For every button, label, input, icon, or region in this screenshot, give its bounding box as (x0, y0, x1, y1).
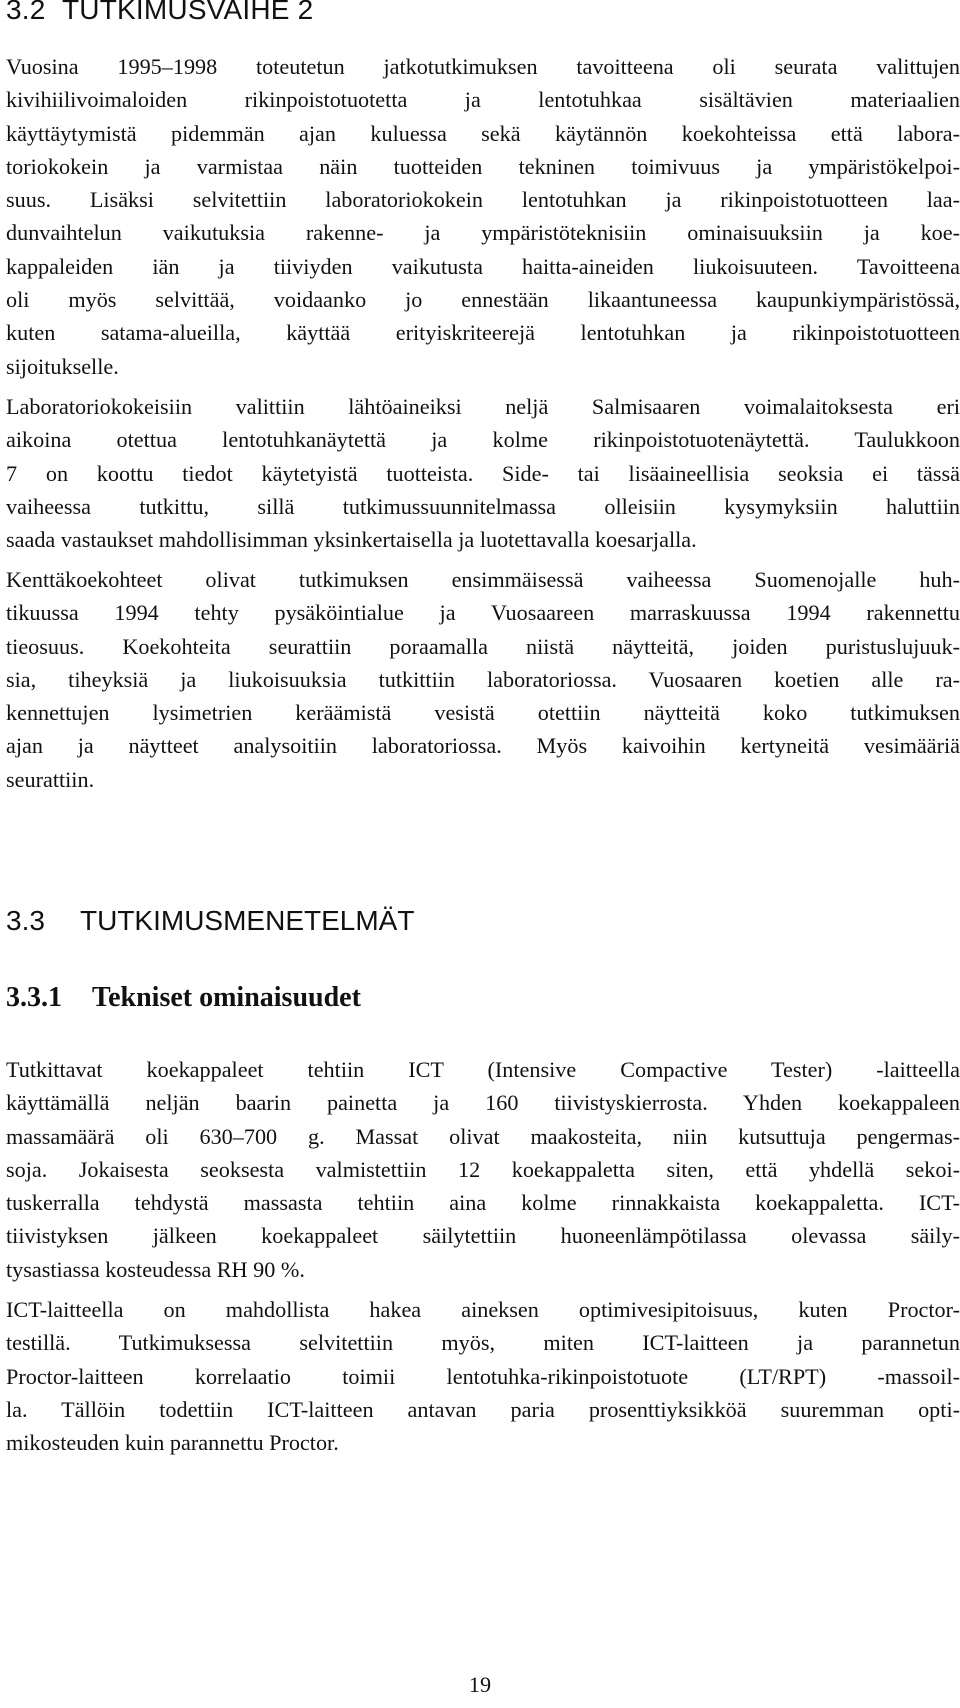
section-heading-3-2 (6, 0, 313, 26)
text-line: Laboratoriokokeisiin valittiin lähtöaineiksi neljä Salmisaaren voimalaitoksesta eri (6, 394, 960, 419)
text-line: suus. Lisäksi selvitettiin laboratoriokokein lentotuhkan ja rikinpoistotuotteen laa- (6, 187, 960, 213)
text-line: aikoina otettua lentotuhkanäytettä ja kolme rikinpoistotuotenäytettä. Taulukkoon (6, 427, 960, 453)
text-line: 7 on koottu tiedot käytetyistä tuotteista. Side- tai lisäaineellisia seoksia ei tässä (6, 460, 960, 486)
text-line: tikuussa 1994 tehty pysäköintialue ja Vuosaareen marraskuussa 1994 rakennettu (6, 600, 960, 626)
text-line: seurattiin. (6, 766, 95, 792)
text-line: Vuosina 1995–1998 toteutetun jatkotutkimuksen tavoitteena oli seurata valittujen (6, 54, 960, 79)
text-line: ICT-laitteella on mahdollista hakea aineksen optimivesipitoisuus, kuten Proctor- (6, 1297, 960, 1322)
section-heading-3-3 (6, 905, 414, 937)
section-title: TUTKIMUSMENETELMÄT (80, 905, 415, 936)
paragraph (6, 1053, 960, 1286)
text-line: kennettujen lysimetrien keräämistä vesistä otettiin näytteitä koko tutkimuksen (6, 700, 960, 726)
text-line: käyttämällä neljän baarin painetta ja 160 tiivistyskierrosta. Yhden koekappaleen (6, 1090, 960, 1116)
text-line: la. Tällöin todettiin ICT-laitteen antavan paria prosenttiyksikköä suuremman opti- (6, 1396, 960, 1422)
text-line: toriokokein ja varmistaa näin tuotteiden tekninen toimivuus ja ympäristökelpoi- (6, 153, 960, 179)
paragraph (6, 390, 960, 556)
text-line: massamäärä oli 630–700 g. Massat olivat maakosteita, niin kutsuttuja pengermas- (6, 1123, 960, 1149)
text-line: sia, tiheyksiä ja liukoisuuksia tutkittiin laboratoriossa. Vuosaaren koetien alle ra- (6, 666, 960, 692)
text-line: mikosteuden kuin parannettu Proctor. (6, 1430, 339, 1456)
paragraph (6, 1293, 960, 1459)
text-line: kappaleiden iän ja tiiviyden vaikutusta haitta-aineiden liukoisuuteen. Tavoitteena (6, 253, 960, 279)
text-line: tuskerralla tehdystä massasta tehtiin aina kolme rinnakkaista koekappaletta. ICT- (6, 1190, 960, 1216)
paragraph (6, 50, 960, 383)
paragraph (6, 563, 960, 796)
text-line: soja. Jokaisesta seoksesta valmistettiin 12 koekappaletta siten, että yhdellä sekoi- (6, 1156, 960, 1182)
text-line: tieosuus. Koekohteita seurattiin poraamalla niistä näytteitä, joiden puristuslujuuk- (6, 633, 960, 659)
page-number: 19 (468, 1672, 492, 1697)
text-line: testillä. Tutkimuksessa selvitettiin myös, miten ICT-laitteen ja parannetun (6, 1330, 960, 1356)
text-line: saada vastaukset mahdollisimman yksinkertaisella ja luotettavalla koesarjalla. (6, 527, 697, 553)
text-line: käyttäytymistä pidemmän ajan kuluessa sekä käytännön koekohteissa että labora- (6, 120, 960, 146)
text-line: dunvaihtelun vaikutuksia rakenne- ja ympäristöteknisiin ominaisuuksiin ja koe- (6, 220, 960, 246)
text-line: Proctor-laitteen korrelaatio toimii lentotuhka-rikinpoistotuote (LT/RPT) -massoil- (6, 1363, 960, 1389)
section-number: 3.2 (6, 0, 46, 25)
text-line: oli myös selvittää, voidaanko jo ennestään likaantuneessa kaupunkiympäristössä, (6, 287, 960, 313)
section-title: TUTKIMUSVAIHE 2 (62, 0, 314, 25)
section-title: Tekniset ominaisuudet (92, 982, 361, 1013)
text-line: Tutkittavat koekappaleet tehtiin ICT (Intensive Compactive Tester) -laitteella (6, 1057, 960, 1082)
text-line: ajan ja näytteet analysoitiin laboratoriossa. Myös kaivoihin kertyneitä vesimääriä (6, 733, 960, 759)
text-line: sijoitukselle. (6, 353, 119, 379)
section-number: 3.3 (6, 905, 45, 936)
text-line: kivihiilivoimaloiden rikinpoistotuotetta ja lentotuhkaa sisältävien materiaalien (6, 87, 960, 113)
text-line: tysastiassa kosteudessa RH 90 %. (6, 1256, 305, 1282)
text-line: kuten satama-alueilla, käyttää erityiskriteerejä lentotuhkan ja rikinpoistotuotteen (6, 320, 960, 346)
section-number: 3.3.1 (6, 982, 62, 1013)
subsection-heading-3-3-1 (6, 982, 361, 1014)
text-line: tiivistyksen jälkeen koekappaleet säilytettiin huoneenlämpötilassa olevassa säily- (6, 1223, 960, 1249)
text-line: vaiheessa tutkittu, sillä tutkimussuunnitelmassa olleisiin kysymyksiin haluttiin (6, 493, 960, 519)
text-line: Kenttäkoekohteet olivat tutkimuksen ensimmäisessä vaiheessa Suomenojalle huh- (6, 567, 960, 592)
